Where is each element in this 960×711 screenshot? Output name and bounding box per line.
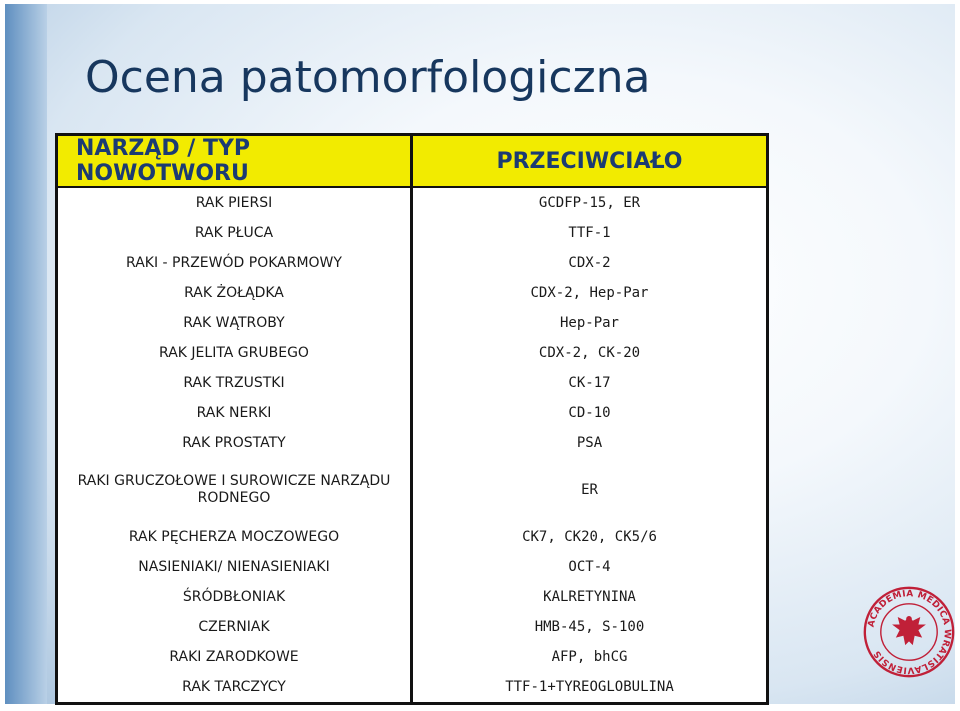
slide bbox=[5, 4, 955, 704]
page-title: Ocena patomorfologiczna bbox=[85, 52, 651, 103]
organ-cell: RAK JELITA GRUBEGO bbox=[159, 344, 309, 361]
antibody-cell: OCT-4 bbox=[412, 552, 768, 582]
header-organ: NARZĄD / TYP NOWOTWORU bbox=[57, 135, 412, 188]
antibody-cell: KALRETYNINA bbox=[412, 582, 768, 612]
antibody-cell: CDX-2, Hep-Par bbox=[412, 278, 768, 308]
table-row bbox=[57, 248, 768, 278]
antibody-cell: CK7, CK20, CK5/6 bbox=[412, 522, 768, 552]
organ-cell: RAK ŻOŁĄDKA bbox=[184, 284, 284, 301]
organ-cell: RAK PŁUCA bbox=[194, 224, 274, 241]
table-row bbox=[57, 368, 768, 398]
table-row bbox=[57, 522, 768, 552]
table-row bbox=[57, 672, 768, 704]
antibody-cell: HMB-45, S-100 bbox=[412, 612, 768, 642]
eagle-emblem-icon bbox=[892, 616, 926, 645]
side-bar bbox=[5, 4, 47, 704]
table-row bbox=[57, 428, 768, 458]
seal-text: ACADEMIA MEDICA WRATISLAVIENSIS bbox=[866, 589, 952, 675]
table-row bbox=[57, 218, 768, 248]
antibody-cell: Hep-Par bbox=[412, 308, 768, 338]
antibody-cell: CDX-2 bbox=[412, 248, 768, 278]
organ-cell: RAKI - PRZEWÓD POKARMOWY bbox=[126, 254, 342, 271]
organ-cell: RAK WĄTROBY bbox=[183, 314, 285, 331]
table-row bbox=[57, 398, 768, 428]
table-row bbox=[57, 458, 768, 522]
organ-cell: RAKI GRUCZOŁOWE I SUROWICZE NARZĄDU RODNEGO bbox=[77, 473, 391, 506]
table-row bbox=[57, 642, 768, 672]
antibody-cell: CK-17 bbox=[412, 368, 768, 398]
organ-cell: RAK PIERSI bbox=[195, 194, 273, 211]
antibody-table bbox=[55, 133, 769, 705]
university-seal bbox=[862, 585, 956, 679]
table-row bbox=[57, 338, 768, 368]
organ-cell: CZERNIAK bbox=[198, 618, 270, 635]
table-row bbox=[57, 278, 768, 308]
antibody-cell: CDX-2, CK-20 bbox=[412, 338, 768, 368]
header-antibody: PRZECIWCIAŁO bbox=[412, 135, 768, 188]
organ-cell: RAK TRZUSTKI bbox=[183, 374, 285, 391]
organ-cell: RAKI ZARODKOWE bbox=[169, 648, 299, 665]
organ-cell: RAK PĘCHERZA MOCZOWEGO bbox=[128, 528, 340, 545]
antibody-cell: AFP, bhCG bbox=[412, 642, 768, 672]
antibody-cell: TTF-1 bbox=[412, 218, 768, 248]
table-row bbox=[57, 187, 768, 218]
antibody-cell: ER bbox=[412, 458, 768, 522]
table-row bbox=[57, 612, 768, 642]
organ-cell: RAK NERKI bbox=[196, 404, 272, 421]
antibody-cell: GCDFP-15, ER bbox=[412, 187, 768, 218]
organ-cell: RAK TARCZYCY bbox=[182, 678, 286, 695]
table-row bbox=[57, 552, 768, 582]
organ-cell: RAK PROSTATY bbox=[182, 434, 286, 451]
organ-cell: NASIENIAKI/ NIENASIENIAKI bbox=[138, 558, 330, 575]
organ-cell: ŚRÓDBŁONIAK bbox=[182, 588, 286, 605]
table-row bbox=[57, 308, 768, 338]
antibody-cell: CD-10 bbox=[412, 398, 768, 428]
table-header-row bbox=[57, 135, 768, 188]
antibody-cell: PSA bbox=[412, 428, 768, 458]
antibody-cell: TTF-1+TYREOGLOBULINA bbox=[412, 672, 768, 704]
table-row bbox=[57, 582, 768, 612]
